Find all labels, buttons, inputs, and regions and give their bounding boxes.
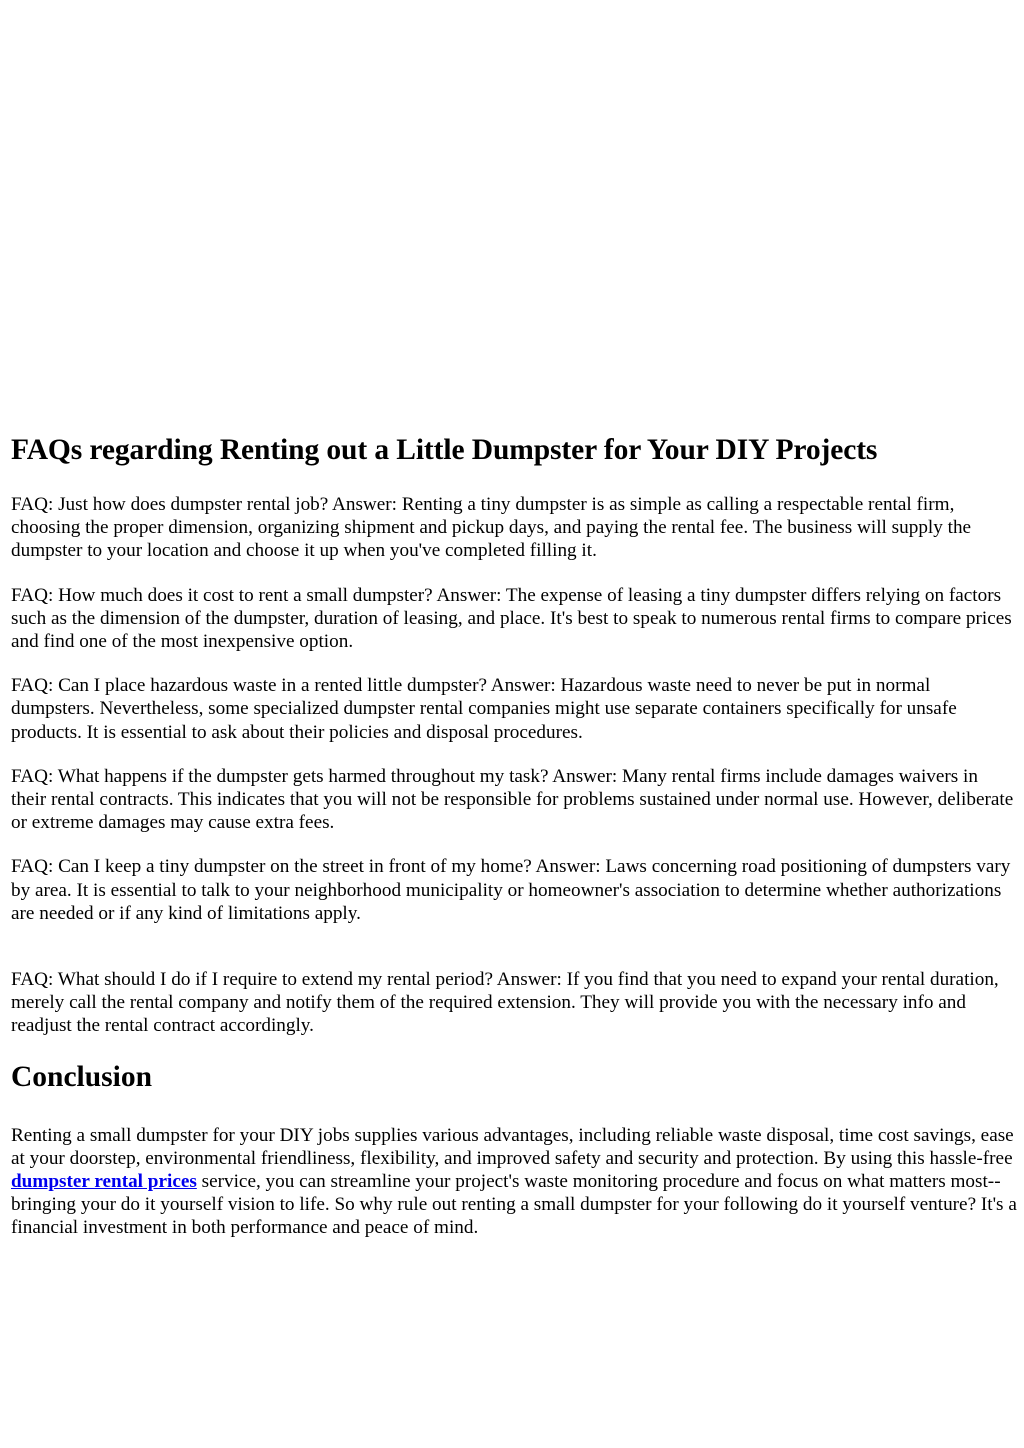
article — [11, 432, 1017, 1261]
conclusion-text-start: Renting a small dumpster for your DIY jobs supplies various advantages, including reliable waste disposal, time cost savings, ease at your doorstep, environmental friendliness, flexibility, and improved safety and security and protection. By using this hassle-free — [11, 1124, 1014, 1169]
conclusion-heading: Conclusion — [11, 1060, 152, 1093]
page-title: FAQs regarding Renting out a Little Dumpster for Your DIY Projects — [11, 434, 878, 466]
dumpster-rental-prices-link[interactable]: dumpster rental prices — [11, 1171, 197, 1193]
faq-paragraph-6: FAQ: What should I do if I require to extend my rental period? Answer: If you find that you need to expand your rental duration, merely call the rental company and notify them of the required extension. They will provide you with the necessary info and readjust the rental contract accordingly. — [11, 969, 999, 1037]
faq-paragraph-5: FAQ: Can I keep a tiny dumpster on the street in front of my home? Answer: Laws concerning road positioning of dumpsters vary by area. It is essential to talk to your neighborhood municipality or homeowner's association to determine whether authorizations are needed or if any kind of limitations apply. — [11, 856, 1011, 924]
faq-paragraph-1: FAQ: Just how does dumpster rental job? Answer: Renting a tiny dumpster is as simple as calling a respectable rental firm, choosing the proper dimension, organizing shipment and pickup days, and paying the rental fee. The business will supply the dumpster to your location and choose it up when you've completed filling it. — [11, 494, 972, 562]
conclusion-paragraph — [11, 1124, 1017, 1240]
faq-paragraph-4: FAQ: What happens if the dumpster gets harmed throughout my task? Answer: Many rental firms include damages waivers in their rental contracts. This indicates that you will not be responsible for problems sustained under normal use. However, deliberate or extreme damages may cause extra fees. — [11, 765, 1014, 834]
conclusion-text-end: service, you can streamline your project's waste monitoring procedure and focus on what matters most-- bringing your do it yourself vision to life. So why rule out renting a small dumpster for your following do it yourself venture? It's a financial investment in both performance and peace of mind. — [11, 1171, 1017, 1239]
faq-paragraph-3: FAQ: Can I place hazardous waste in a rented little dumpster? Answer: Hazardous waste need to never be put in normal dumpsters. Nevertheless, some specialized dumpster rental companies might use separate containers specifically for unsafe products. It is essential to ask about their policies and disposal procedures. — [11, 675, 957, 743]
faq-paragraph-2: FAQ: How much does it cost to rent a small dumpster? Answer: The expense of leasing a tiny dumpster differs relying on factors such as the dimension of the dumpster, duration of leasing, and place. It's best to speak to numerous rental firms to compare prices and find one of the most inexpensive option. — [11, 584, 1012, 653]
